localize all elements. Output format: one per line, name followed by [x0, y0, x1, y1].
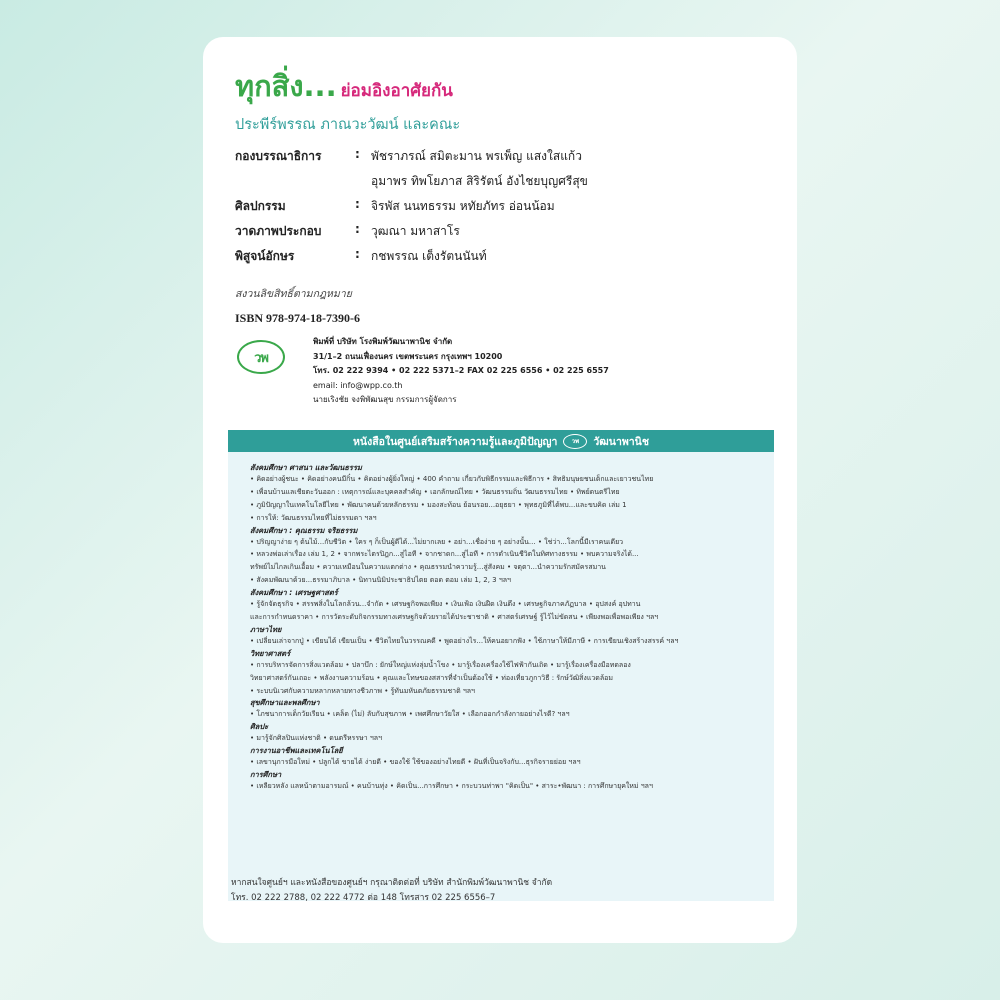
credit-role: วาดภาพประกอบ [235, 224, 322, 238]
catalog-banner [228, 430, 774, 452]
catalog-section-heading: การงานอาชีพและเทคโนโลยี [250, 746, 343, 756]
publisher-info [313, 335, 773, 408]
catalog-section-heading: สังคมศึกษา ศาสนา และวัฒนธรรม [250, 463, 362, 472]
catalog-section-heading: สังคมศึกษา : คุณธรรม จริยธรรม [250, 525, 358, 535]
catalog-section-heading: ศิลปะ [250, 722, 269, 732]
catalog-book-list-line: • เพื่อนบ้านแลเชียตะวันออก : เหตุการณ์และบุคคลสำคัญ • เอกลักษณ์ไทย • วัฒนธรรมถิ่น วัฒนธรรมไทย • ทิพย์ดนตรีไทย [250, 487, 620, 496]
catalog-book-list-line: • ระบบนิเวศกับความหลากหลายทางชีวภาพ • รู้ทันมหันตภัยธรรมชาติ ฯลฯ [250, 686, 475, 695]
credit-names: กชพรรณ เต็งรัตนนันท์ [371, 249, 487, 263]
publisher-name: พิมพ์ที่ บริษัท โรงพิมพ์วัฒนาพานิช จำกัด [313, 337, 453, 346]
credit-colon: : [355, 222, 360, 236]
logo-text: วพ [254, 350, 268, 366]
credit-row [235, 147, 775, 172]
catalog-book-list-line: • การบริหารจัดการสิ่งแวดล้อม • ปลาบึก : ยักษ์ใหญ่แห่งลุ่มน้ำโขง • มารู้เรื่องเครื่องใช้ไฟฟ้ากันเถิด • มารู้เรื่องเครื่องมือทดลอง [250, 660, 631, 669]
catalog-book-list-line: • รู้จักจัดธุรกิจ • สรรพสิ่งในโลกล้วน...จำกัด • เศรษฐกิจพอเพียง • เงินเฟ้อ เงินฝืด เงินตึง • เศรษฐกิจภาคภัฏบาล • อุปสงค์ อุปทาน [250, 600, 641, 609]
catalog-book-list-line: • คิดอย่างผู้ชนะ • คิดอย่างคนมีกิ๋น • คิดอย่างผู้ยิ่งใหญ่ • 400 คำถาม เกี่ยวกับพิธีกรรมและพิธีการ • สิทธิมนุษยชนเด็กและเยาวชนไทย [250, 475, 654, 483]
publisher-email: email: info@wpp.co.th [313, 380, 403, 390]
credit-names: พัชราภรณ์ สมิตะมาน พรเพ็ญ แสงใสแก้ว [371, 149, 582, 163]
publisher-address: 31/1–2 ถนนเฟื่องนคร เขตพระนคร กรุงเทพฯ 10200 [313, 351, 503, 361]
credit-row [235, 172, 775, 197]
credit-names: วุฒณา มหาสาโร [371, 224, 460, 238]
catalog-book-list-line: วิทยาศาสตร์กันเถอะ • พลังงานความร้อน • คุณและโทษของสสารที่จำเป็นต้องใช้ • ท่องเที่ยวภูกาวิธี : รักษ์วัฒิสิ่งแวดล้อม [250, 673, 613, 682]
credit-role: ศิลปกรรม [235, 199, 286, 213]
credit-row [235, 247, 775, 272]
contact-phone: โทร. 02 222 2788, 02 222 4772 ต่อ 148 โทรสาร 02 225 6556–7 [231, 893, 496, 903]
credit-names: จิรพัส นนทธรรม หทัยภัทร อ่อนน้อม [371, 199, 555, 213]
author-line: ประพีร์พรรณ ภาณวะวัฒน์ และคณะ [235, 117, 461, 133]
credit-colon: : [355, 197, 360, 211]
credits-list [235, 147, 775, 272]
catalog-book-list-line: • เลขานุการมือใหม่ • ปลูกได้ ขายได้ ง่ายดี • ของใช้ ใช้ของอย่างไทยดี • ฝันที่เป็นจริงกับ...ธุรกิจรายย่อย ฯลฯ [250, 758, 581, 767]
catalog-book-list-line: และการกำหนดราคา • การวัดระดับกิจกรรมทางเศรษฐกิจด้วยรายได้ประชาชาติ • ศาสตร์เศรษฐ์ รู้ไว้ไม่ขัดสน • เพียงพอเพื่อพอเพียง ฯลฯ [250, 613, 659, 622]
credit-role: พิสูจน์อักษร [235, 249, 295, 263]
catalog-book-list-line: • โภชนาการเด็กวัยเรียน • เคล็ด (ไม่) ลับกับสุขภาพ • เพศศึกษาวัยใส • เลือกออกกำลังกายอย่างไรดี? ฯลฯ [250, 710, 570, 719]
credit-colon: : [355, 147, 360, 161]
credit-row [235, 197, 775, 222]
catalog-book-list-line: • ปริญญาง่าย ๆ ต้นไม้...กับชีวิต • ใคร ๆ ก็เป็นผู้ดีได้...ไม่ยากเลย • อย่า...เชื่อง่าย ๆ อย่างนั้น... • ใช่ว่า...โลกนี้มีเราคนเดียว [250, 537, 624, 546]
title-subtitle: ย่อมอิงอาศัยกัน [340, 81, 453, 101]
catalog-section-heading: ภาษาไทย [250, 624, 282, 634]
publisher-logo-small-icon: วพ [563, 434, 587, 449]
catalog-section-heading: วิทยาศาสตร์ [250, 648, 291, 658]
credit-row [235, 222, 775, 247]
catalog-list [228, 452, 774, 901]
catalog-book-list-line: • มารู้จักศิลปินแห่งชาติ • ดนตรีหรรษา ฯลฯ [250, 734, 383, 743]
banner-text: หนังสือในศูนย์เสริมสร้างความรู้และภูมิปัญญา [353, 435, 558, 448]
catalog-book-list-line: ทรัพย์ไม่ไกลเกินเอื้อม • ความเหมือนในความแตกต่าง • คุณธรรมนำความรู้...สู่สังคม • จตุตา...นำความรักสมัครสมาน [250, 563, 606, 572]
publisher-director: นายเริงชัย จงพิพัฒนสุข กรรมการผู้จัดการ [313, 395, 457, 404]
copyright-notice: สงวนลิขสิทธิ์ตามกฎหมาย [235, 288, 352, 300]
publisher-phone: โทร. 02 222 9394 • 02 222 5371–2 FAX 02 225 6556 • 02 225 6557 [313, 366, 609, 375]
credit-role: กองบรรณาธิการ [235, 149, 322, 163]
catalog-section-heading: การศึกษา [250, 770, 282, 780]
publisher-logo-icon [237, 340, 285, 374]
catalog-book-list-line: • สังคมพัฒนาด้วย...ธรรมาภิบาล • นิทานนิมิประชาธิปไตย ตอด ตอม เล่ม 1, 2, 3 ฯลฯ [250, 576, 511, 585]
credit-names: อุมาพร ทิพโยภาส สิริรัตน์ อังไชยบุญศรีสุข [371, 174, 588, 188]
contact-line: หากสนใจศูนย์ฯ และหนังสือของศูนย์ฯ กรุณาติดต่อที่ บริษัท สำนักพิมพ์วัฒนาพานิช จำกัด [231, 878, 553, 888]
book-title [235, 63, 453, 109]
catalog-book-list-line: • ภูมิปัญญาในเทคโนโลยีไทย • พัฒนาคนด้วยหลักธรรม • มองสะท้อน ย้อนรอย...อยุธยา • พุทธภูมิที่ได้พบ...และขบคิด เล่ม 1 [250, 500, 627, 509]
catalog-section-heading: สุขศึกษาและพลศึกษา [250, 698, 320, 708]
isbn: ISBN 978-974-18-7390-6 [235, 311, 360, 325]
book-imprint-page [203, 37, 797, 943]
catalog-section-heading: สังคมศึกษา : เศรษฐศาสตร์ [250, 588, 338, 598]
catalog-book-list-line: • การให้: วัฒนธรรมไทยที่ไม่ธรรมดา ฯลฯ [250, 513, 377, 522]
credit-colon: : [355, 247, 360, 261]
catalog-book-list-line: • เปลี่ยนเล่าจากปู่ • เขียนได้ เขียนเป็น • ชีวิตไทยในวรรณคดี • พูดอย่างไร...ให้คนอยากฟัง • ใช้ภาษาให้มีภาษี • การเขียนเชิงสร้างสรรค์ ฯลฯ [250, 636, 679, 645]
catalog-book-list-line: • หลวงพ่อเล่าเรื่อง เล่ม 1, 2 • จากพระไตรปิฎก...สู่ไอที • จากชาดก...สู่ไอที • การดำเนินชีวิตในทิศทางธรรม • พบความจริงได้... [250, 550, 639, 559]
title-main: ทุกสิ่ง... [235, 69, 337, 103]
banner-brand: วัฒนาพานิช [593, 435, 649, 448]
catalog-book-list-line: • เหลียวหลัง แลหน้าตามอารมณ์ • คนบ้านทุ่ง • คิดเป็น...การศึกษา • กระบวนท่าพา "คิดเป็น" • สาระ•พัฒนา : การศึกษายุคใหม่ ฯลฯ [250, 782, 653, 791]
contact-info [231, 876, 552, 906]
